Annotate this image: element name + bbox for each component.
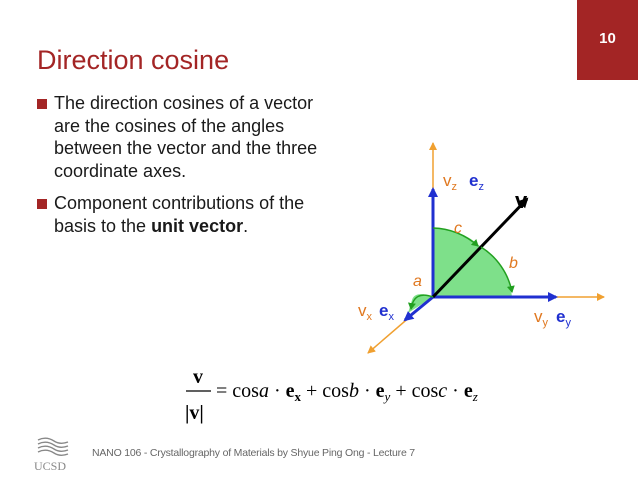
label-ez: $e_z$ [469, 171, 484, 193]
label-vz: $v_z$ [443, 171, 457, 193]
direction-cosine-equation [185, 366, 478, 424]
eq-rhs: = cosa · $e_x$ + cosb · $e_y$ + cosc · $e_z$ [216, 380, 478, 404]
label-v: v [515, 188, 528, 213]
bullet-text: . [243, 215, 249, 236]
bullet-text: Component contributions of the basis to the [54, 193, 305, 236]
slide-number: 10 [577, 0, 638, 80]
eq-denominator: |v| [185, 402, 204, 424]
label-angle-b: b [509, 255, 518, 272]
ucsd-logo [30, 437, 80, 478]
label-vy: $v_y$ [534, 307, 548, 329]
label-vx: $v_x$ [358, 301, 372, 323]
ucsd-logo-mark [30, 437, 80, 473]
slide-title: Direction cosine [37, 45, 230, 75]
bullet-text: The direction cosines of a vector are the cosines of the angles between the vector and the three coordinate axes. [54, 93, 318, 181]
svg-text:UCSD: UCSD [34, 459, 67, 473]
label-ey: $e_y$ [556, 307, 571, 329]
label-angle-c: c [454, 220, 462, 237]
slide-footer: NANO 106 - Crystallography of Materials by Shyue Ping Ong - Lecture 7 [92, 447, 415, 459]
label-angle-a: a [413, 273, 422, 290]
eq-numerator: v [193, 366, 203, 388]
label-ex: $e_x$ [379, 301, 394, 323]
bullet-bold-text: unit vector [151, 215, 244, 236]
